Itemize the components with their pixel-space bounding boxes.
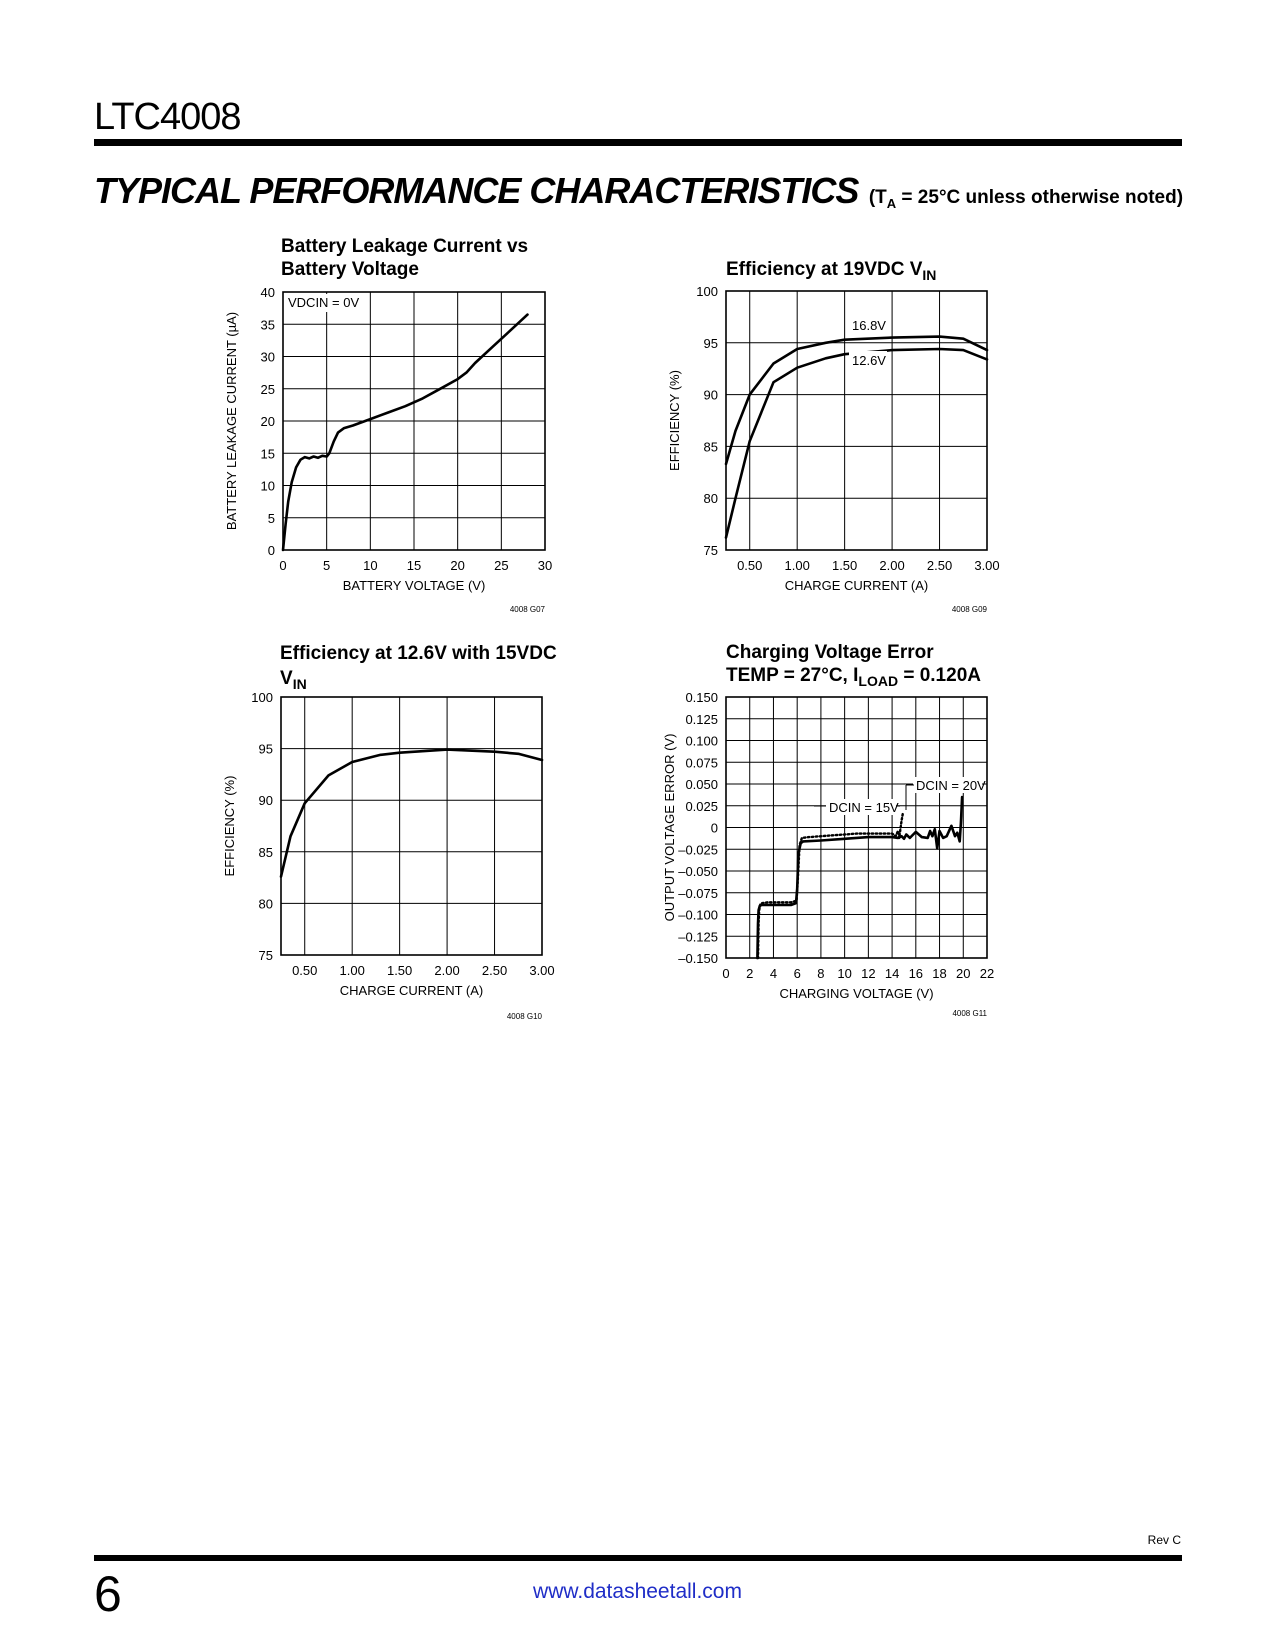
figure-code: 4008 G10 — [506, 1012, 542, 1021]
y-tick-label: 75 — [258, 948, 273, 963]
y-axis-label: EFFICIENCY (%) — [222, 775, 237, 877]
x-tick-label: 20 — [956, 966, 971, 981]
y-tick-label: –0.150 — [678, 951, 718, 966]
y-tick-label: 10 — [260, 478, 275, 494]
title-subscript: IN — [292, 676, 307, 692]
chart-title-line: Battery Voltage — [281, 259, 419, 280]
page-number: 6 — [94, 1566, 122, 1622]
x-tick-label: 12 — [861, 966, 876, 981]
x-tick-label: 30 — [537, 558, 553, 573]
y-tick-label: 35 — [260, 317, 275, 333]
condition-suffix: = 25°C unless otherwise noted) — [896, 187, 1184, 208]
x-tick-label: 2.50 — [481, 963, 508, 978]
annotation-vdcin: VDCIN = 0V — [288, 295, 360, 310]
chart-title-line — [726, 665, 981, 689]
chart-title-line: Charging Voltage Error — [726, 642, 934, 663]
y-tick-label: 75 — [703, 543, 718, 558]
x-tick-label: 20 — [450, 558, 465, 573]
x-tick-label: 15 — [406, 558, 422, 573]
x-tick-label: 0.50 — [292, 963, 318, 978]
y-tick-label: 20 — [260, 414, 275, 429]
y-tick-label: 0.025 — [685, 798, 718, 814]
x-tick-label: 2 — [746, 966, 754, 981]
part-number-header: LTC4008 — [94, 96, 241, 138]
x-tick-label: 18 — [932, 966, 947, 981]
x-tick-label: 0 — [722, 966, 730, 981]
y-tick-label: 100 — [251, 690, 273, 705]
x-tick-label: 8 — [817, 966, 825, 981]
y-tick-label: 0.125 — [685, 711, 718, 727]
x-tick-label: 1.50 — [831, 558, 858, 573]
condition-prefix: (T — [868, 187, 887, 208]
y-tick-label: 85 — [258, 844, 273, 860]
y-tick-label: 0.075 — [685, 755, 718, 771]
title-main: V — [280, 668, 293, 689]
revision-label: Rev C — [1147, 1533, 1181, 1547]
y-tick-label: 0.050 — [685, 777, 718, 792]
chart-title-line: Efficiency at 12.6V with 15VDC — [280, 643, 557, 664]
footer-rule — [94, 1555, 1182, 1561]
y-tick-label: 5 — [267, 510, 275, 526]
x-tick-label: 2.50 — [926, 558, 953, 573]
x-tick-label: 4 — [769, 966, 778, 981]
y-tick-label: –0.075 — [678, 885, 718, 901]
x-tick-label: 3.00 — [529, 963, 555, 978]
y-tick-label: –0.125 — [678, 929, 718, 945]
x-tick-label: 0.50 — [737, 558, 763, 573]
figure-code: 4008 G09 — [951, 605, 987, 614]
y-tick-label: 90 — [258, 793, 273, 809]
y-tick-label: 80 — [703, 491, 718, 507]
x-axis-label: CHARGE CURRENT (A) — [339, 983, 484, 998]
footer-link[interactable]: www.datasheetall.com — [533, 1580, 742, 1603]
title-main: TEMP = 27°C, I — [726, 665, 859, 686]
title-subscript: LOAD — [858, 673, 899, 689]
y-tick-label: 95 — [258, 741, 273, 757]
y-axis-label: BATTERY LEAKAGE CURRENT (µA) — [224, 311, 239, 531]
y-tick-label: –0.050 — [678, 864, 718, 879]
condition-subscript: A — [886, 195, 897, 211]
figure-code: 4008 G07 — [509, 605, 545, 614]
x-tick-label: 6 — [793, 966, 801, 981]
y-tick-label: –0.025 — [678, 842, 718, 858]
series-label-dcin20: DCIN = 20V — [916, 778, 986, 793]
y-tick-label: 0 — [267, 543, 275, 558]
x-tick-label: 10 — [837, 966, 852, 981]
title-main: = 0.120A — [898, 665, 981, 686]
y-tick-label: 85 — [703, 439, 718, 455]
series-label-12v6: 12.6V — [852, 353, 886, 368]
series-label-dcin15: DCIN = 15V — [829, 800, 899, 815]
title-main: Efficiency at 19VDC V — [726, 259, 923, 280]
series-line-1 — [757, 797, 962, 958]
y-tick-label: 40 — [260, 285, 275, 300]
y-tick-label: 90 — [703, 387, 718, 403]
y-tick-label: 0 — [710, 820, 718, 836]
x-tick-label: 2.00 — [434, 963, 460, 978]
chart-title-line: Battery Leakage Current vs — [281, 236, 529, 257]
y-tick-label: 95 — [703, 335, 718, 351]
y-tick-label: 15 — [260, 446, 275, 462]
series-label-16v8: 16.8V — [852, 318, 886, 333]
x-tick-label: 5 — [323, 558, 331, 573]
section-title-text: TYPICAL PERFORMANCE CHARACTERISTICS — [94, 170, 859, 211]
y-tick-label: 25 — [260, 381, 275, 397]
x-tick-label: 22 — [979, 966, 995, 981]
x-tick-label: 25 — [494, 558, 509, 573]
y-axis-label: OUTPUT VOLTAGE ERROR (V) — [662, 733, 677, 922]
x-axis-label: BATTERY VOLTAGE (V) — [342, 578, 486, 593]
y-tick-label: 0.100 — [685, 733, 718, 749]
x-tick-label: 3.00 — [974, 558, 1000, 573]
x-axis-label: CHARGE CURRENT (A) — [784, 578, 929, 593]
x-tick-label: 1.50 — [386, 963, 413, 978]
title-subscript: IN — [922, 267, 937, 283]
x-tick-label: 14 — [884, 966, 900, 981]
y-tick-label: –0.100 — [678, 907, 718, 923]
x-tick-label: 2.00 — [879, 558, 905, 573]
x-axis-label: CHARGING VOLTAGE (V) — [779, 986, 934, 1001]
y-tick-label: 0.150 — [685, 690, 718, 705]
x-tick-label: 10 — [363, 558, 378, 573]
x-tick-label: 1.00 — [784, 558, 810, 573]
y-tick-label: 100 — [696, 284, 718, 299]
y-tick-label: 80 — [258, 896, 273, 912]
x-tick-label: 16 — [908, 966, 924, 981]
x-tick-label: 0 — [279, 558, 287, 573]
figure-code: 4008 G11 — [952, 1009, 987, 1018]
x-tick-label: 1.00 — [339, 963, 365, 978]
y-tick-label: 30 — [260, 349, 275, 365]
y-axis-label: EFFICIENCY (%) — [667, 370, 682, 471]
